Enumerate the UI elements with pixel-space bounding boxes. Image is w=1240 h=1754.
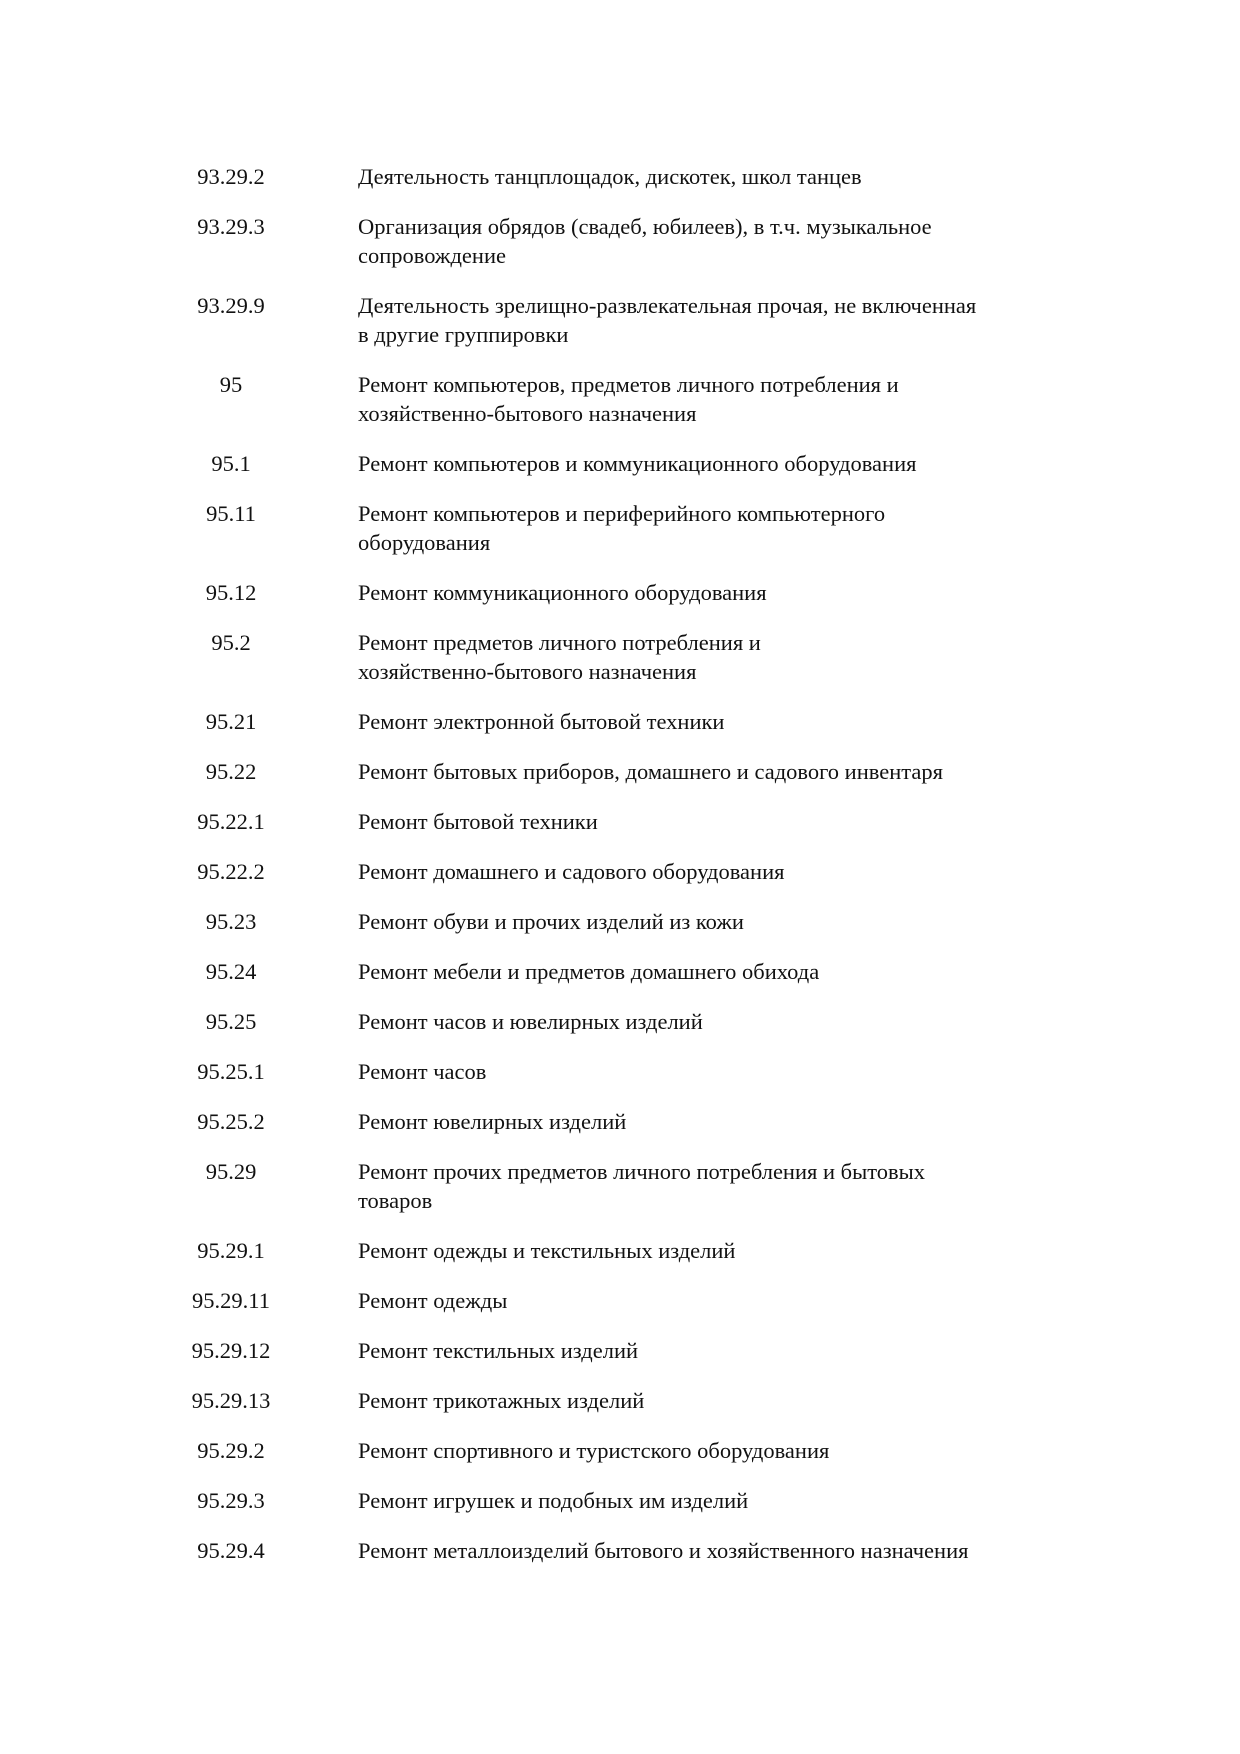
list-item (0, 212, 1240, 270)
list-item (0, 807, 1240, 836)
activity-description: Ремонт бытовых приборов, домашнего и садового инвентаря (358, 759, 943, 784)
activity-description: Ремонт одежды (358, 1288, 508, 1313)
activity-code: 95.25 (205, 1009, 257, 1034)
list-item (0, 707, 1240, 736)
activity-code: 93.29.9 (197, 293, 265, 318)
activity-description: Ремонт предметов личного потребления и хозяйственно-бытового назначения (358, 630, 761, 684)
activity-description: Ремонт игрушек и подобных им изделий (358, 1488, 749, 1513)
list-item (0, 370, 1240, 428)
list-item (0, 1057, 1240, 1086)
list-item (0, 628, 1240, 686)
activity-code: 95.23 (205, 909, 257, 934)
activity-code: 95.25.1 (197, 1059, 265, 1084)
list-item (0, 162, 1240, 191)
list-item (0, 957, 1240, 986)
list-item (0, 578, 1240, 607)
activity-description: Ремонт одежды и текстильных изделий (358, 1238, 736, 1263)
activity-description: Ремонт обуви и прочих изделий из кожи (358, 909, 744, 934)
list-item (0, 1157, 1240, 1215)
activity-description: Ремонт мебели и предметов домашнего обихода (358, 959, 820, 984)
activity-description: Ремонт трикотажных изделий (358, 1388, 645, 1413)
activity-code: 95 (219, 372, 243, 397)
activity-code: 95.22.1 (197, 809, 265, 834)
activity-code: 95.29 (205, 1159, 257, 1184)
list-item (0, 907, 1240, 936)
activity-description: Организация обрядов (свадеб, юбилеев), в т.ч. музыкальное сопровождение (358, 214, 932, 268)
activity-description: Ремонт часов (358, 1059, 487, 1084)
activity-description: Ремонт ювелирных изделий (358, 1109, 627, 1134)
activity-description: Ремонт компьютеров и коммуникационного оборудования (358, 451, 917, 476)
activity-description: Ремонт прочих предметов личного потребления и бытовых товаров (358, 1159, 925, 1213)
activity-description: Ремонт домашнего и садового оборудования (358, 859, 785, 884)
activity-code: 93.29.2 (197, 164, 265, 189)
activity-description: Деятельность зрелищно-развлекательная прочая, не включенная в другие группировки (358, 293, 977, 347)
list-item (0, 1386, 1240, 1415)
activity-code: 95.12 (205, 580, 257, 605)
activity-code: 95.29.12 (191, 1338, 271, 1363)
activity-description: Ремонт часов и ювелирных изделий (358, 1009, 703, 1034)
activity-description: Ремонт спортивного и туристского оборудования (358, 1438, 830, 1463)
list-item (0, 1107, 1240, 1136)
activity-code: 95.29.3 (197, 1488, 265, 1513)
activity-description: Деятельность танцплощадок, дискотек, школ танцев (358, 164, 862, 189)
activity-description: Ремонт текстильных изделий (358, 1338, 639, 1363)
activity-code: 95.21 (205, 709, 257, 734)
activity-code: 95.29.2 (197, 1438, 265, 1463)
activity-description: Ремонт электронной бытовой техники (358, 709, 725, 734)
list-item (0, 757, 1240, 786)
activity-code: 95.29.4 (197, 1538, 265, 1563)
activity-description: Ремонт компьютеров и периферийного компьютерного оборудования (358, 501, 886, 555)
list-item (0, 1336, 1240, 1365)
list-item (0, 449, 1240, 478)
activity-code: 95.22.2 (197, 859, 265, 884)
classifier-list (0, 162, 1240, 1586)
activity-code: 95.1 (211, 451, 251, 476)
activity-description: Ремонт коммуникационного оборудования (358, 580, 767, 605)
activity-code: 95.25.2 (197, 1109, 265, 1134)
activity-code: 93.29.3 (197, 214, 265, 239)
activity-code: 95.11 (206, 501, 256, 526)
activity-code: 95.29.11 (192, 1288, 270, 1313)
list-item (0, 1536, 1240, 1565)
activity-code: 95.24 (205, 959, 257, 984)
activity-code: 95.22 (205, 759, 257, 784)
activity-code: 95.29.13 (191, 1388, 271, 1413)
list-item (0, 857, 1240, 886)
activity-description: Ремонт компьютеров, предметов личного потребления и хозяйственно-бытового назначения (358, 372, 899, 426)
list-item (0, 1486, 1240, 1515)
activity-description: Ремонт металлоизделий бытового и хозяйственного назначения (358, 1538, 969, 1563)
list-item (0, 1286, 1240, 1315)
list-item (0, 499, 1240, 557)
list-item (0, 1436, 1240, 1465)
activity-code: 95.2 (211, 630, 251, 655)
activity-code: 95.29.1 (197, 1238, 265, 1263)
list-item (0, 1236, 1240, 1265)
list-item (0, 291, 1240, 349)
activity-description: Ремонт бытовой техники (358, 809, 598, 834)
list-item (0, 1007, 1240, 1036)
